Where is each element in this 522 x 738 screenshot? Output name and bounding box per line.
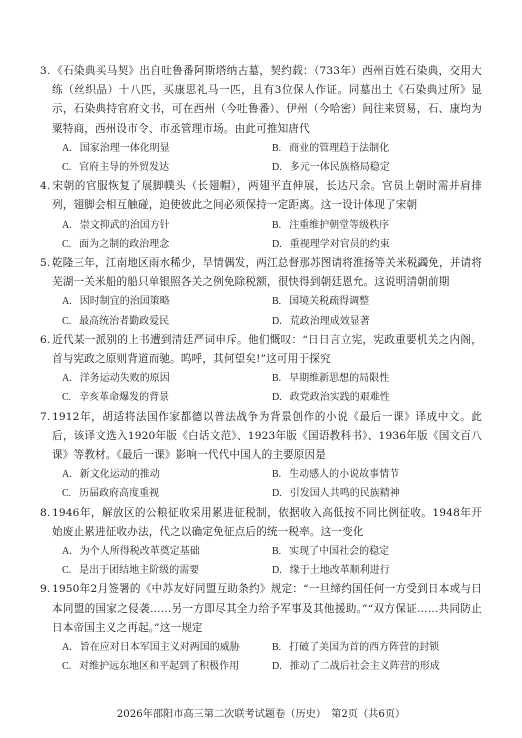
option-text: 对维护远东地区和平起到了积极作用 (79, 661, 240, 673)
option-letter: C. (62, 315, 72, 327)
question-stem (40, 254, 482, 292)
option-b[interactable] (272, 542, 482, 561)
question-number: 6. (40, 333, 51, 346)
options (52, 216, 482, 254)
question-7 (40, 408, 482, 504)
option-letter: C. (62, 661, 72, 673)
question-stem (40, 62, 482, 139)
option-text: 是出于团结地主阶级的需要 (79, 565, 200, 577)
question-4 (40, 177, 482, 254)
question-text: 宋朝的官服恢复了展脚幞头（长翅帽），两翅平直伸展，长达尺余。官员上朝时需并肩排列，翅脚会相互触碰，迫使彼此之间必须保持一定距离。这一设计体现了宋朝 (52, 180, 482, 212)
options (52, 369, 482, 407)
option-text: 新文化运动的推动 (79, 469, 160, 481)
question-number: 7. (40, 410, 51, 423)
option-text: 引发国人共鸣的民族精神 (289, 488, 400, 500)
option-letter: A. (62, 142, 72, 154)
option-letter: C. (62, 238, 72, 250)
option-a[interactable] (62, 139, 272, 158)
question-stem (40, 408, 482, 466)
option-letter: B. (272, 296, 282, 308)
option-a[interactable] (62, 216, 272, 235)
option-d[interactable] (272, 484, 482, 503)
option-letter: A. (62, 642, 72, 654)
option-b[interactable] (272, 465, 482, 484)
option-text: 早期维新思想的局限性 (289, 373, 390, 385)
option-letter: C. (62, 162, 72, 174)
option-c[interactable] (62, 561, 272, 580)
option-c[interactable] (62, 657, 272, 676)
option-letter: B. (272, 642, 282, 654)
question-number: 4. (40, 180, 51, 193)
option-letter: A. (62, 469, 72, 481)
option-d[interactable] (272, 388, 482, 407)
question-stem (40, 504, 482, 542)
option-letter: B. (272, 373, 282, 385)
option-text: 辛亥革命爆发的背景 (79, 392, 170, 404)
option-d[interactable] (272, 657, 482, 676)
option-a[interactable] (62, 542, 272, 561)
question-6 (40, 331, 482, 408)
option-letter: A. (62, 546, 72, 558)
option-letter: C. (62, 488, 72, 500)
option-c[interactable] (62, 158, 272, 177)
question-stem (40, 580, 482, 638)
option-text: 官府主导的外贸发达 (79, 162, 170, 174)
question-text: 1912年，胡适将法国作家都德以普法战争为背景创作的小说《最后一课》译成中文。此后，该译文选入1920年版《白话文范》、1923年版《国语教科书》、1936年版《国文百八课》等教材。《最后一课》影响一代代中国人的主要原因是 (52, 410, 482, 462)
question-text: 1946年，解放区的公粮征收采用累进征税制，依据收入高低按不同比例征收。1948年开始废止累进征收办法，代之以确定免征点后的统一税率。这一变化 (52, 506, 482, 538)
option-letter: D. (272, 488, 282, 500)
option-c[interactable] (62, 388, 272, 407)
option-b[interactable] (272, 139, 482, 158)
question-3 (40, 62, 482, 177)
option-text: 旨在应对日本军国主义对两国的威胁 (79, 642, 240, 654)
option-c[interactable] (62, 235, 272, 254)
option-d[interactable] (272, 158, 482, 177)
option-letter: D. (272, 162, 282, 174)
option-text: 推动了二战后社会主义阵营的形成 (289, 661, 440, 673)
option-text: 国境关税疏得调整 (289, 296, 370, 308)
option-c[interactable] (62, 484, 272, 503)
option-a[interactable] (62, 638, 272, 657)
option-letter: B. (272, 142, 282, 154)
option-b[interactable] (272, 292, 482, 311)
option-letter: A. (62, 296, 72, 308)
question-number: 8. (40, 506, 51, 519)
option-text: 荒政治理成效显著 (289, 315, 370, 327)
option-text: 洋务运动失败的原因 (79, 373, 170, 385)
option-letter: D. (272, 392, 282, 404)
question-stem (40, 177, 482, 215)
question-text: 近代某一派别的上书遭到清廷严词申斥。他们慨叹：“日日言立宪，宪政重要机关之内阁，首与宪政之原则背道而驰。呜呼，其何望矣!”这可用于探究 (52, 333, 482, 366)
options (52, 465, 482, 503)
option-text: 多元一体民族格局稳定 (289, 162, 390, 174)
question-5 (40, 254, 482, 331)
option-text: 缘于土地改革顺利进行 (289, 565, 390, 577)
option-letter: C. (62, 392, 72, 404)
option-b[interactable] (272, 369, 482, 388)
question-8 (40, 504, 482, 581)
page-footer: 2026年邵阳市高三第二次联考试题卷（历史） 第2页（共6页） (116, 709, 406, 720)
option-text: 商业的管理趋于法制化 (289, 142, 390, 154)
option-letter: D. (272, 661, 282, 673)
option-letter: D. (272, 238, 282, 250)
option-a[interactable] (62, 292, 272, 311)
option-letter: B. (272, 219, 282, 231)
question-text: 乾隆三年，江南地区雨水稀少，旱情偶发，两江总督那苏图请将淮扬等关米税蠲免，并请将芜湖一关米船的船只单银照各关之例免除税额，很快得到朝廷恩允。这说明清朝前期 (52, 257, 482, 289)
option-letter: B. (272, 546, 282, 558)
option-text: 历届政府高度重视 (79, 488, 160, 500)
option-text: 因时制宜的治国策略 (79, 296, 170, 308)
question-text: 《石染典买马契》出自吐鲁番阿斯塔纳古墓，契约载：（733年）西州百姓石染典，交用大练（丝织品）十八匹，买康思礼马一匹，且有3位保人作证。同墓出土《石染典过所》显示，石染典持官府文书，可在西州（今吐鲁番）、伊州（今哈密）间往来贸易，石、康均为粟特商，西州设市令、市丞管理市场。由此可推知唐代 (52, 65, 482, 135)
option-letter: D. (272, 315, 282, 327)
question-stem (40, 331, 482, 369)
option-text: 注重维护朝堂等级秩序 (289, 219, 390, 231)
option-letter: A. (62, 373, 72, 385)
option-text: 面为之制的政治理念 (79, 238, 170, 250)
question-number: 5. (40, 257, 51, 270)
option-a[interactable] (62, 369, 272, 388)
option-text: 国家治理一体化明显 (79, 142, 170, 154)
option-text: 重视理学对官员的约束 (289, 238, 390, 250)
question-9 (40, 580, 482, 676)
option-letter: C. (62, 565, 72, 577)
option-letter: B. (272, 469, 282, 481)
options (52, 638, 482, 676)
option-b[interactable] (272, 216, 482, 235)
option-text: 最高统治者勤政爱民 (79, 315, 170, 327)
option-text: 生动感人的小说故事情节 (289, 469, 400, 481)
option-text: 打破了美国为首的西方阵营的封锁 (289, 642, 440, 654)
option-text: 实现了中国社会的稳定 (289, 546, 390, 558)
question-number: 9. (40, 583, 51, 596)
option-text: 政党政治实践的艰难性 (289, 392, 390, 404)
option-a[interactable] (62, 465, 272, 484)
option-letter: A. (62, 219, 72, 231)
question-text: 1950年2月签署的《中苏友好同盟互助条约》规定：“一旦缔约国任何一方受到日本或与日本同盟的国家之侵袭……另一方即尽其全力给予军事及其他援助。”“双方保证……共同防止日本帝国主义之再起。”这一规定 (52, 583, 482, 634)
question-number: 3. (40, 65, 51, 77)
options (52, 139, 482, 177)
option-d[interactable] (272, 312, 482, 331)
options (52, 292, 482, 330)
option-text: 为个人所得税改革奠定基础 (79, 546, 200, 558)
option-d[interactable] (272, 235, 482, 254)
option-text: 崇文抑武的治国方针 (79, 219, 170, 231)
option-c[interactable] (62, 312, 272, 331)
option-letter: D. (272, 565, 282, 577)
option-d[interactable] (272, 561, 482, 580)
options (52, 542, 482, 580)
option-b[interactable] (272, 638, 482, 657)
